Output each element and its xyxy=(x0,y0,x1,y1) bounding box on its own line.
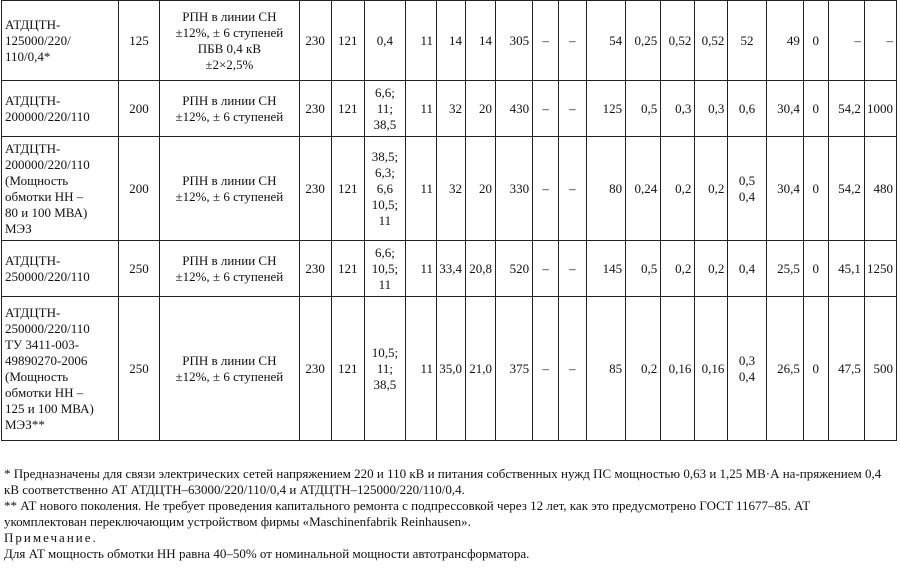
pk-hv-lv-cell: – xyxy=(533,81,559,137)
no-load-loss-cell: 80 xyxy=(586,137,625,241)
pk-hv-mv-cell: 430 xyxy=(495,81,532,137)
pk-mv-lv-cell: – xyxy=(558,1,586,81)
reactance-hv-cell: 25,5 xyxy=(766,241,803,297)
transformer-type-cell: АТДЦТН- 250000/220/110 xyxy=(2,241,119,297)
footnote-single-asterisk: * Предназначены для связи электрических сетей напряжением 220 и 110 кВ и питания собственных нужд ПС мощностью 0,63 и 1,25 МВ·А на-пряжением 0,4 кВ соответственно АТ АТДЦТН–63000/220/110/0,4 и АТДЦТН–125000/220/110/0,4. xyxy=(4,466,882,497)
table-row xyxy=(2,241,897,297)
no-load-loss-cell: 125 xyxy=(586,81,625,137)
uk-hv-mv-cell: 11 xyxy=(406,81,437,137)
uk-mv-lv-cell: 21,0 xyxy=(465,297,495,441)
pk-hv-mv-cell: 305 xyxy=(495,1,532,81)
regulation-cell: РПН в линии СН ±12%, ± 6 ступеней xyxy=(160,241,300,297)
reactance-mv-cell: 0 xyxy=(803,137,828,241)
table-row xyxy=(2,137,897,241)
no-load-current-cell: 0,24 xyxy=(626,137,661,241)
regulation-cell: РПН в линии СН ±12%, ± 6 ступеней xyxy=(160,297,300,441)
table-row xyxy=(2,81,897,137)
transformer-spec-table xyxy=(1,0,897,441)
voltage-lv-cell: 10,5; 11; 38,5 xyxy=(364,297,405,441)
regulation-cell: РПН в линии СН ±12%, ± 6 ступеней xyxy=(160,81,300,137)
no-load-current-cell: 0,5 xyxy=(626,81,661,137)
uk-hv-lv-cell: 32 xyxy=(437,137,466,241)
resistance-lv-cell: 0,6 xyxy=(728,81,766,137)
voltage-mv-cell: 121 xyxy=(331,81,364,137)
reactive-power-cell: 480 xyxy=(864,137,896,241)
reactive-power-cell: 1250 xyxy=(864,241,896,297)
no-load-loss-cell: 85 xyxy=(586,297,625,441)
reactance-lv-cell: 45,1 xyxy=(828,241,864,297)
pk-hv-lv-cell: – xyxy=(533,1,559,81)
regulation-cell: РПН в линии СН ±12%, ± 6 ступеней xyxy=(160,137,300,241)
voltage-hv-cell: 230 xyxy=(299,81,331,137)
voltage-mv-cell: 121 xyxy=(331,137,364,241)
pk-hv-lv-cell: – xyxy=(533,241,559,297)
uk-mv-lv-cell: 20 xyxy=(465,137,495,241)
reactance-lv-cell: 54,2 xyxy=(828,137,864,241)
uk-hv-mv-cell: 11 xyxy=(406,1,437,81)
uk-hv-mv-cell: 11 xyxy=(406,297,437,441)
transformer-type-cell: АТДЦТН- 125000/220/ 110/0,4* xyxy=(2,1,119,81)
rated-power-cell: 250 xyxy=(118,297,159,441)
uk-hv-lv-cell: 32 xyxy=(437,81,466,137)
resistance-mv-cell: 0,52 xyxy=(695,1,728,81)
resistance-hv-cell: 0,52 xyxy=(661,1,695,81)
table-body xyxy=(2,1,897,441)
pk-hv-mv-cell: 520 xyxy=(495,241,532,297)
reactance-hv-cell: 26,5 xyxy=(766,297,803,441)
resistance-mv-cell: 0,3 xyxy=(695,81,728,137)
rated-power-cell: 125 xyxy=(118,1,159,81)
reactance-lv-cell: – xyxy=(828,1,864,81)
uk-mv-lv-cell: 20 xyxy=(465,81,495,137)
resistance-mv-cell: 0,16 xyxy=(695,297,728,441)
uk-hv-mv-cell: 11 xyxy=(406,241,437,297)
voltage-mv-cell: 121 xyxy=(331,241,364,297)
resistance-lv-cell: 52 xyxy=(728,1,766,81)
pk-mv-lv-cell: – xyxy=(558,241,586,297)
pk-mv-lv-cell: – xyxy=(558,297,586,441)
voltage-mv-cell: 121 xyxy=(331,1,364,81)
pk-hv-lv-cell: – xyxy=(533,297,559,441)
rated-power-cell: 200 xyxy=(118,81,159,137)
table-row xyxy=(2,297,897,441)
reactance-hv-cell: 49 xyxy=(766,1,803,81)
reactance-lv-cell: 54,2 xyxy=(828,81,864,137)
resistance-lv-cell: 0,5 0,4 xyxy=(728,137,766,241)
voltage-lv-cell: 0,4 xyxy=(364,1,405,81)
voltage-hv-cell: 230 xyxy=(299,1,331,81)
table-row xyxy=(2,1,897,81)
reactance-mv-cell: 0 xyxy=(803,81,828,137)
reactance-mv-cell: 0 xyxy=(803,1,828,81)
resistance-lv-cell: 0,4 xyxy=(728,241,766,297)
resistance-mv-cell: 0,2 xyxy=(695,241,728,297)
rated-power-cell: 250 xyxy=(118,241,159,297)
voltage-hv-cell: 230 xyxy=(299,241,331,297)
reactance-mv-cell: 0 xyxy=(803,297,828,441)
uk-hv-lv-cell: 33,4 xyxy=(437,241,466,297)
reactance-hv-cell: 30,4 xyxy=(766,81,803,137)
voltage-lv-cell: 38,5; 6,3; 6,6 10,5; 11 xyxy=(364,137,405,241)
voltage-lv-cell: 6,6; 10,5; 11 xyxy=(364,241,405,297)
notes-section xyxy=(4,466,896,562)
pk-mv-lv-cell: – xyxy=(558,137,586,241)
rated-power-cell: 200 xyxy=(118,137,159,241)
pk-hv-lv-cell: – xyxy=(533,137,559,241)
reactive-power-cell: 1000 xyxy=(864,81,896,137)
resistance-mv-cell: 0,2 xyxy=(695,137,728,241)
no-load-loss-cell: 54 xyxy=(586,1,625,81)
uk-hv-mv-cell: 11 xyxy=(406,137,437,241)
pk-mv-lv-cell: – xyxy=(558,81,586,137)
pk-hv-mv-cell: 330 xyxy=(495,137,532,241)
transformer-type-cell: АТДЦТН- 250000/220/110 ТУ 3411-003- 49890270-2006 (Мощность обмотки НН – 125 и 100 МВА) МЭЗ** xyxy=(2,297,119,441)
no-load-current-cell: 0,25 xyxy=(626,1,661,81)
pk-hv-mv-cell: 375 xyxy=(495,297,532,441)
uk-hv-lv-cell: 14 xyxy=(437,1,466,81)
reactive-power-cell: 500 xyxy=(864,297,896,441)
uk-mv-lv-cell: 20,8 xyxy=(465,241,495,297)
transformer-type-cell: АТДЦТН- 200000/220/110 (Мощность обмотки НН – 80 и 100 МВА) МЭЗ xyxy=(2,137,119,241)
resistance-hv-cell: 0,2 xyxy=(661,137,695,241)
footnote-double-asterisk: ** АТ нового поколения. Не требует проведения капитального ремонта с подпрессовкой через 12 лет, как это предусмотрено ГОСТ 11677–85. АТ укомплектован переключающим устройством фирмы «Maschinenfabrik Reinhausen». xyxy=(4,498,811,529)
reactance-mv-cell: 0 xyxy=(803,241,828,297)
reactance-hv-cell: 30,4 xyxy=(766,137,803,241)
reactance-lv-cell: 47,5 xyxy=(828,297,864,441)
no-load-current-cell: 0,2 xyxy=(626,297,661,441)
uk-hv-lv-cell: 35,0 xyxy=(437,297,466,441)
voltage-mv-cell: 121 xyxy=(331,297,364,441)
note-heading: Примечание. xyxy=(4,530,98,545)
resistance-hv-cell: 0,2 xyxy=(661,241,695,297)
voltage-hv-cell: 230 xyxy=(299,297,331,441)
voltage-lv-cell: 6,6; 11; 38,5 xyxy=(364,81,405,137)
resistance-hv-cell: 0,3 xyxy=(661,81,695,137)
reactive-power-cell: – xyxy=(864,1,896,81)
no-load-current-cell: 0,5 xyxy=(626,241,661,297)
resistance-hv-cell: 0,16 xyxy=(661,297,695,441)
resistance-lv-cell: 0,3 0,4 xyxy=(728,297,766,441)
regulation-cell: РПН в линии СН ±12%, ± 6 ступеней ПБВ 0,4 кВ ±2×2,5% xyxy=(160,1,300,81)
uk-mv-lv-cell: 14 xyxy=(465,1,495,81)
transformer-type-cell: АТДЦТН- 200000/220/110 xyxy=(2,81,119,137)
voltage-hv-cell: 230 xyxy=(299,137,331,241)
note-text: Для АТ мощность обмотки НН равна 40–50% от номинальной мощности автотрансформатора. xyxy=(4,546,530,561)
no-load-loss-cell: 145 xyxy=(586,241,625,297)
